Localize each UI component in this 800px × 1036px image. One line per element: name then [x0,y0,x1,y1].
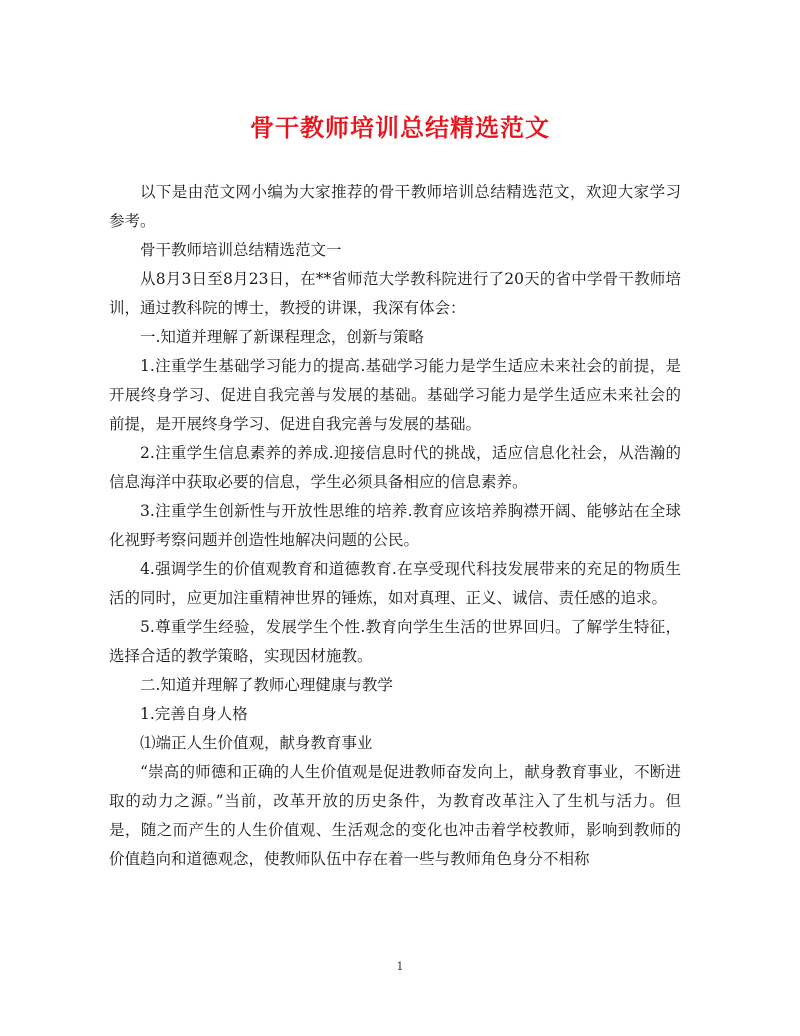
sub-item-heading: ⑴端正人生价值观，献身教育事业 [140,734,373,752]
list-item-1: 1.注重学生基础学习能力的提高.基础学习能力是学生适应未来社会的前提，是开展终身学习、促进自我完善与发展的基础。基础学习能力是学生适应未来社会的前提，是开展终身学习、促进自我完善与发展的基础。 [109,357,681,433]
subsection-heading: 1.完善自身人格 [140,705,248,723]
paragraph-opening: 从8月3日至8月23日，在**省师范大学教科院进行了20天的省中学骨干教师培训，通过教科院的博士，教授的讲课，我深有体会： [109,270,681,317]
section-heading-two: 二.知道并理解了教师心理健康与教学 [140,676,393,694]
paragraph-subtitle: 骨干教师培训总结精选范文一 [140,241,342,259]
document-title: 骨干教师培训总结精选范文 [250,113,550,142]
paragraph-intro: 以下是由范文网小编为大家推荐的骨干教师培训总结精选范文，欢迎大家学习参考。 [109,183,681,230]
list-item-4: 4.强调学生的价值观教育和道德教育.在享受现代科技发展带来的充足的物质生活的同时，应更加注重精神世界的锤炼，如对真理、正义、诚信、责任感的追求。 [109,560,681,607]
document-body [109,178,681,874]
list-item-3: 3.注重学生创新性与开放性思维的培养.教育应该培养胸襟开阔、能够站在全球化视野考察问题并创造性地解决问题的公民。 [109,502,681,549]
list-item-5: 5.尊重学生经验，发展学生个性.教育向学生生活的世界回归。了解学生特征，选择合适的教学策略，实现因材施教。 [109,618,681,665]
section-heading-one: 一.知道并理解了新课程理念，创新与策略 [140,328,424,346]
list-item-2: 2.注重学生信息素养的养成.迎接信息时代的挑战，适应信息化社会，从浩瀚的信息海洋中获取必要的信息，学生必须具备相应的信息素养。 [109,444,681,491]
page-number: 1 [396,960,404,973]
paragraph-quote: “崇高的师德和正确的人生价值观是促进教师奋发向上，献身教育事业，不断进取的动力之源。”当前，改革开放的历史条件，为教育改革注入了生机与活力。但是，随之而产生的人生价值观、生活观念的变化也冲击着学校教师，影响到教师的价值趋向和道德观念，使教师队伍中存在着一些与教师角色身分不相称 [109,763,681,868]
